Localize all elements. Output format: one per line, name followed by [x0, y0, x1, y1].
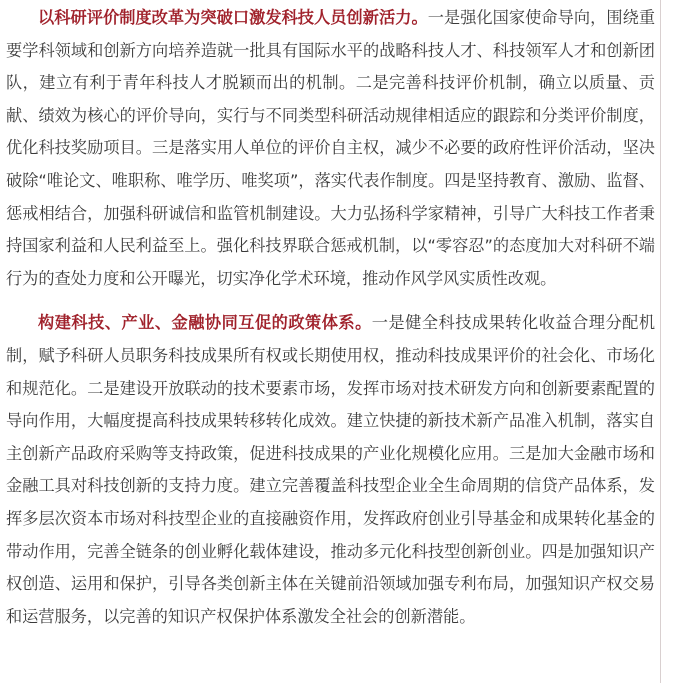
paragraph-policy-system — [6, 307, 655, 633]
paragraph-heading: 以科研评价制度改革为突破口激发科技人员创新活力。 — [38, 8, 428, 27]
article-body — [6, 2, 655, 633]
paragraph-heading: 构建科技、产业、金融协同互促的政策体系。 — [38, 313, 372, 333]
paragraph-text: 一是强化国家使命导向，围绕重要学科领域和创新方向培养造就一批具有国际水平的战略科技人才、科技领军人才和创新团队，建立有利于青年科技人才脱颖而出的机制。二是完善科技评价机制，确立以质量、贡献、绩效为核心的评价导向，实行与不同类型科研活动规律相适应的跟踪和分类评价制度，优化科技奖励项目。三是落实用人单位的评价自主权，减少不必要的政府性评价活动，坚决破除“唯论文、唯职称、唯学历、唯奖项”，落实代表作制度。四是坚持教育、激励、监督、惩戒相结合，加强科研诚信和监管机制建设。大力弘扬科学家精神，引导广大科技工作者秉持国家利益和人民利益至上。强化科技界联合惩戒机制，以“零容忍”的态度加大对科研不端行为的查处力度和公开曝光，切实净化学术环境，推动作风学风实质性改观。 — [6, 8, 656, 288]
page-right-border — [660, 0, 661, 683]
paragraph-text: 一是健全科技成果转化收益合理分配机制，赋予科研人员职务科技成果所有权或长期使用权，推动科技成果评价的社会化、市场化和规范化。二是建设开放联动的技术要素市场，发挥市场对技术研发方向和创新要素配置的导向作用，大幅度提高科技成果转移转化成效。建立快捷的新技术新产品准入机制，落实自主创新产品政府采购等支持政策，促进科技成果的产业化规模化应用。三是加大金融市场和金融工具对科技创新的支持力度。建立完善覆盖科技型企业全生命周期的信贷产品体系，发挥多层次资本市场对科技型企业的直接融资作用，发挥政府创业引导基金和成果转化基金的带动作用，完善全链条的创业孵化载体建设，推动多元化科技型创新创业。四是加强知识产权创造、运用和保护，引导各类创新主体在关键前沿领域加强专利布局，加强知识产权交易和运营服务，以完善的知识产权保护体系激发全社会的创新潜能。 — [6, 313, 656, 626]
paragraph-research-evaluation — [6, 2, 655, 295]
